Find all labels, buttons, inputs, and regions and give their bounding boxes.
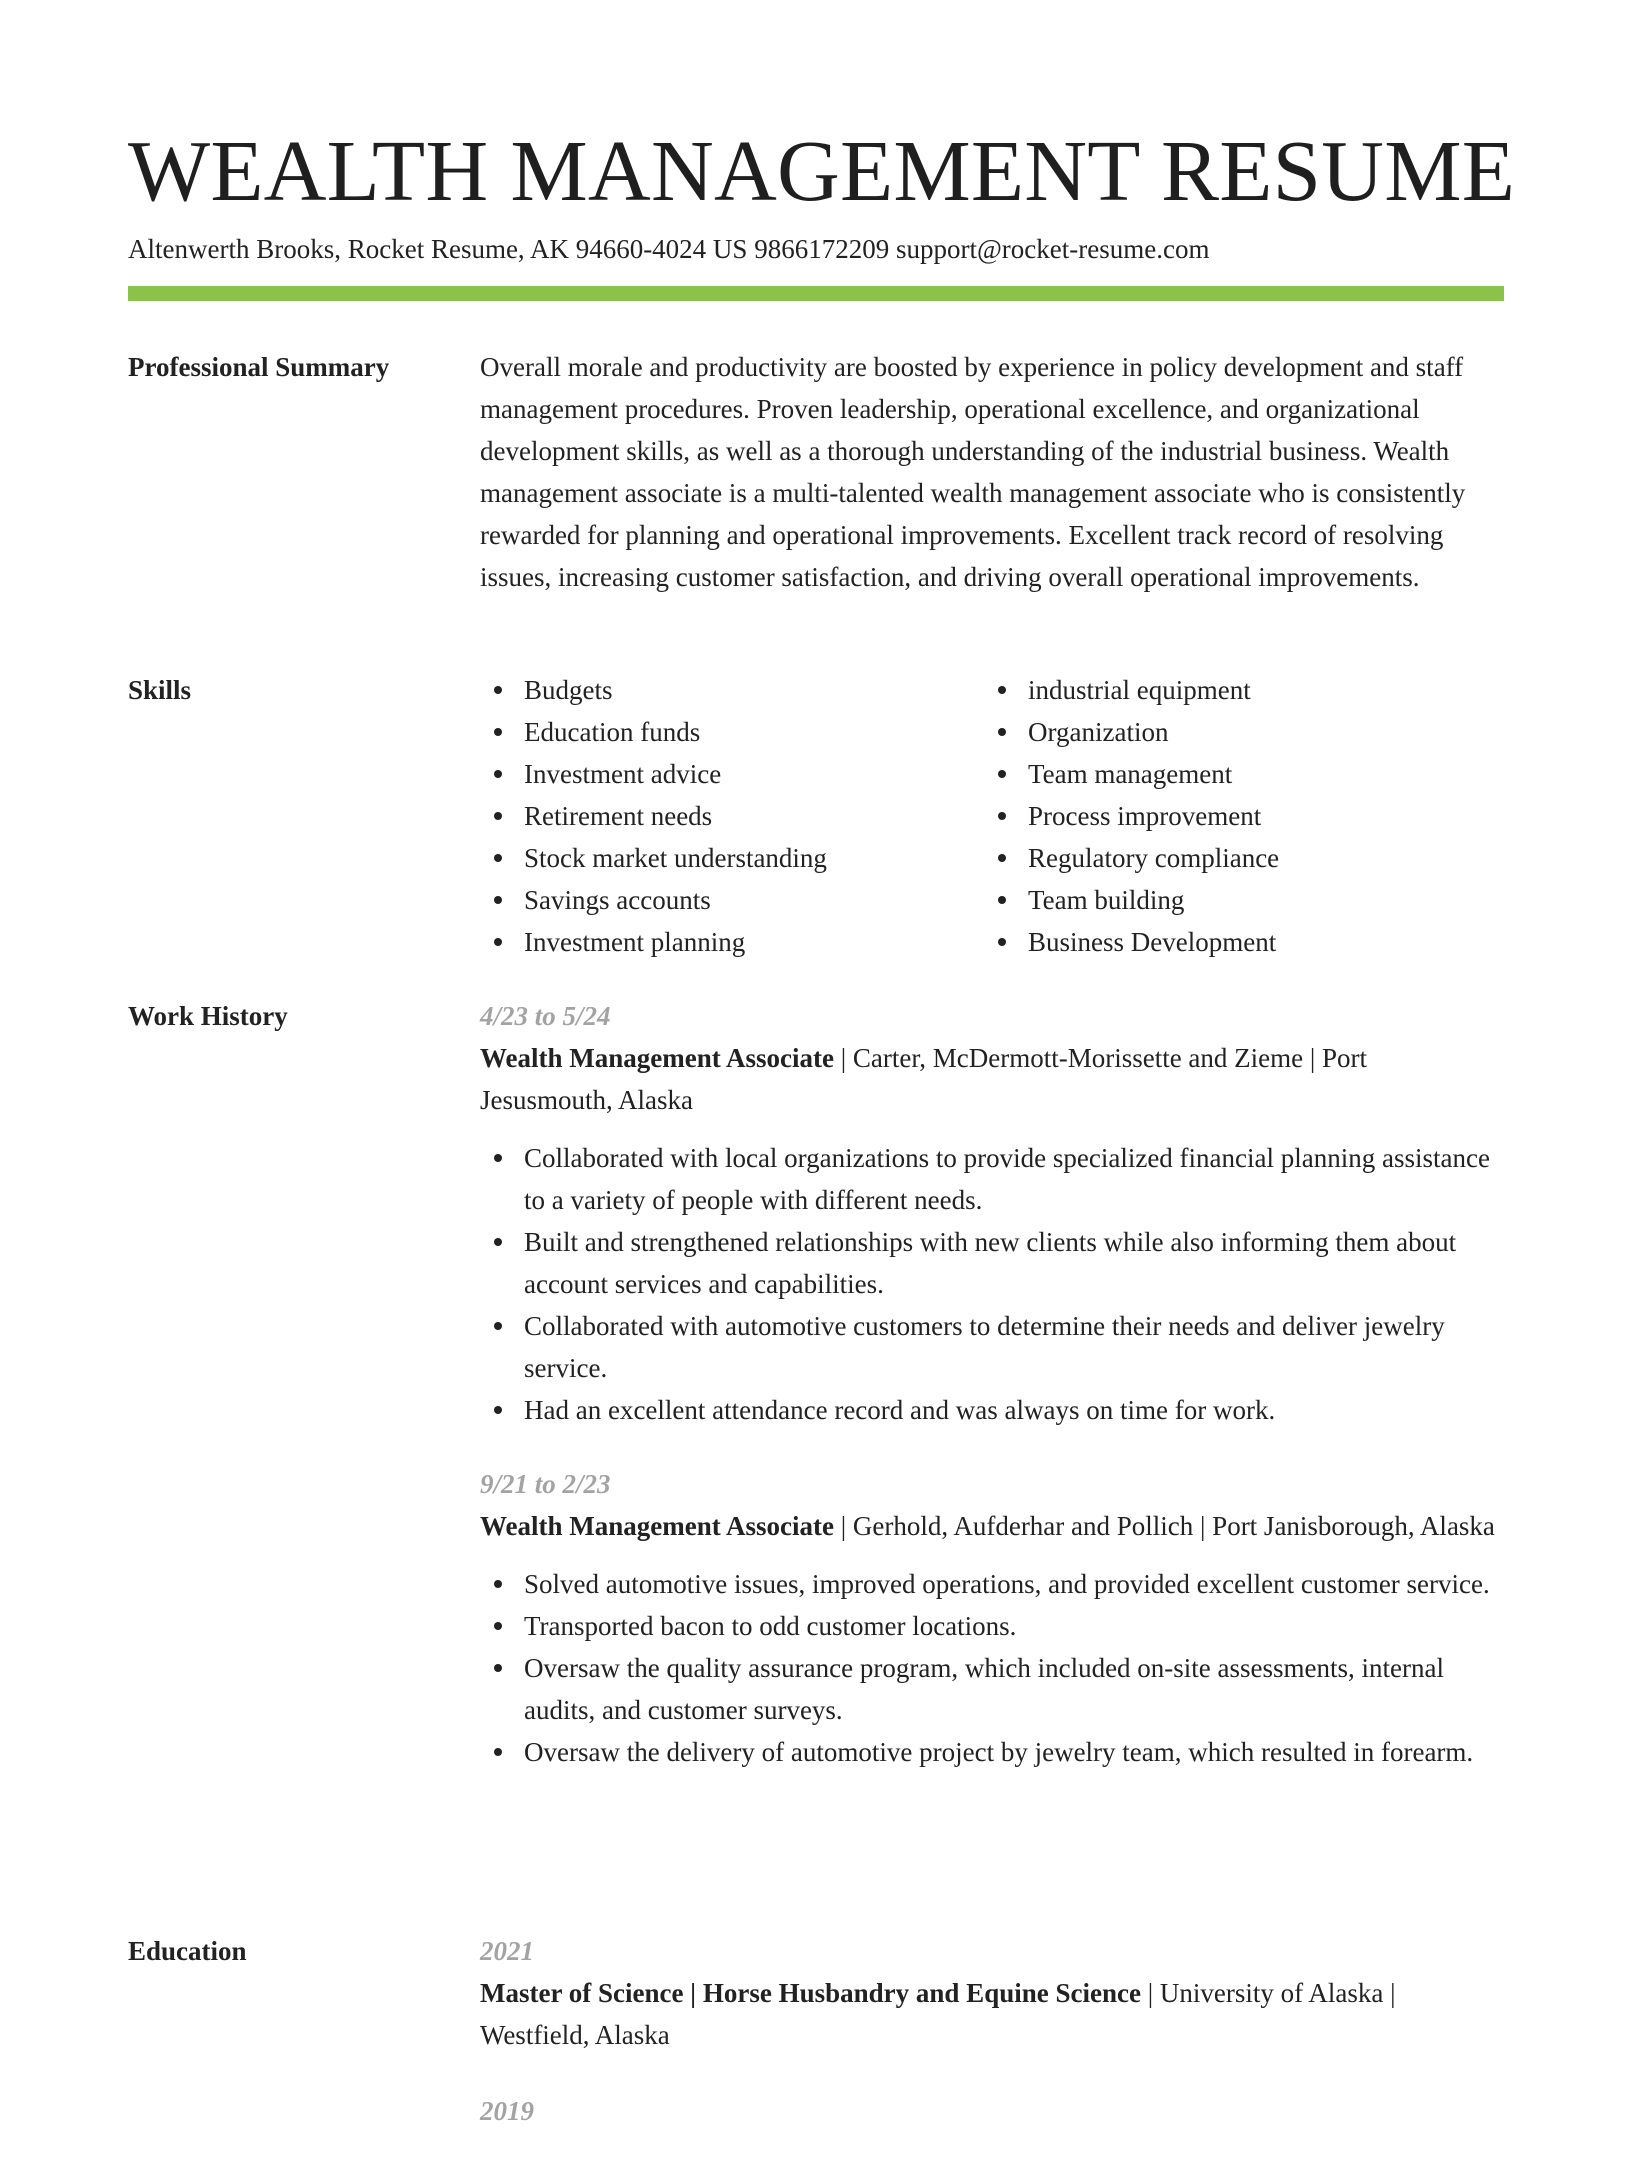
skills-list-left	[480, 669, 984, 963]
job-bullet: Oversaw the delivery of automotive project by jewelry team, which resulted in forearm.	[524, 1731, 1504, 1773]
section-label-summary: Professional Summary	[128, 352, 390, 382]
job-bullet: Collaborated with local organizations to provide specialized financial planning assistance to a variety of people with different needs.	[524, 1137, 1504, 1221]
education-details: | University of Alaska | Westfield, Alaska	[480, 1978, 1396, 2050]
job-details: | Gerhold, Aufderhar and Pollich | Port Janisborough, Alaska	[833, 1511, 1495, 1541]
job-bullet: Built and strengthened relationships with new clients while also informing them about account services and capabilities.	[524, 1221, 1504, 1305]
job-bullets	[480, 1137, 1504, 1431]
skill-item: Investment planning	[524, 921, 984, 963]
job-role: Wealth Management Associate	[480, 1511, 834, 1541]
resume-title: WEALTH MANAGEMENT RESUME	[128, 122, 1516, 219]
skill-item: Education funds	[524, 711, 984, 753]
work-history-body	[480, 995, 1504, 1773]
job-bullets	[480, 1563, 1504, 1773]
section-label-work-history: Work History	[128, 1001, 288, 1031]
skill-item: Process improvement	[1028, 795, 1488, 837]
job-bullet: Oversaw the quality assurance program, which included on-site assessments, internal audits, and customer surveys.	[524, 1647, 1504, 1731]
education-body	[480, 1930, 1504, 2166]
job-entry	[480, 995, 1504, 1431]
education-degree: Master of Science | Horse Husbandry and Equine Science	[480, 1978, 1141, 2008]
summary-text: Overall morale and productivity are boosted by experience in policy development and staff management procedures. Proven leadership, operational excellence, and organizational development skills, as well as a thorough understanding of the industrial business. Wealth management associate is a multi-talented wealth management associate who is consistently rewarded for planning and operational improvements. Excellent track record of resolving issues, increasing customer satisfaction, and driving overall operational improvements.	[480, 352, 1466, 592]
skills-list-right	[984, 669, 1488, 963]
education-year: 2019	[480, 2096, 534, 2126]
job-dates: 9/21 to 2/23	[480, 1469, 611, 1499]
job-bullet: Solved automotive issues, improved operations, and provided excellent customer service.	[524, 1563, 1504, 1605]
contact-line: Altenwerth Brooks, Rocket Resume, AK 94660-4024 US 9866172209 support@rocket-resume.com	[128, 234, 1210, 264]
skill-item: Business Development	[1028, 921, 1488, 963]
skill-item: Team management	[1028, 753, 1488, 795]
job-entry	[480, 1463, 1504, 1773]
job-role: Wealth Management Associate	[480, 1043, 834, 1073]
skill-item: Team building	[1028, 879, 1488, 921]
section-label-skills: Skills	[128, 675, 192, 705]
job-heading	[480, 1505, 1504, 1547]
education-heading	[480, 1972, 1504, 2056]
skills-columns	[480, 669, 1504, 963]
skill-item: Stock market understanding	[524, 837, 984, 879]
job-bullet: Had an excellent attendance record and was always on time for work.	[524, 1389, 1504, 1431]
job-heading	[480, 1037, 1504, 1121]
skill-item: Investment advice	[524, 753, 984, 795]
skill-item: Retirement needs	[524, 795, 984, 837]
skill-item: Savings accounts	[524, 879, 984, 921]
accent-divider	[128, 286, 1504, 301]
skill-item: industrial equipment	[1028, 669, 1488, 711]
education-year: 2021	[480, 1936, 534, 1966]
job-details: | Carter, McDermott-Morissette and Zieme | Port Jesusmouth, Alaska	[480, 1043, 1368, 1115]
skill-item: Budgets	[524, 669, 984, 711]
section-label-education: Education	[128, 1936, 247, 1966]
job-dates: 4/23 to 5/24	[480, 1001, 611, 1031]
skills-body	[480, 669, 1504, 963]
education-entry	[480, 1930, 1504, 2056]
summary-body	[480, 346, 1504, 598]
skill-item: Organization	[1028, 711, 1488, 753]
skill-item: Regulatory compliance	[1028, 837, 1488, 879]
job-bullet: Collaborated with automotive customers to determine their needs and deliver jewelry service.	[524, 1305, 1504, 1389]
job-bullet: Transported bacon to odd customer locations.	[524, 1605, 1504, 1647]
education-entry	[480, 2090, 1504, 2132]
